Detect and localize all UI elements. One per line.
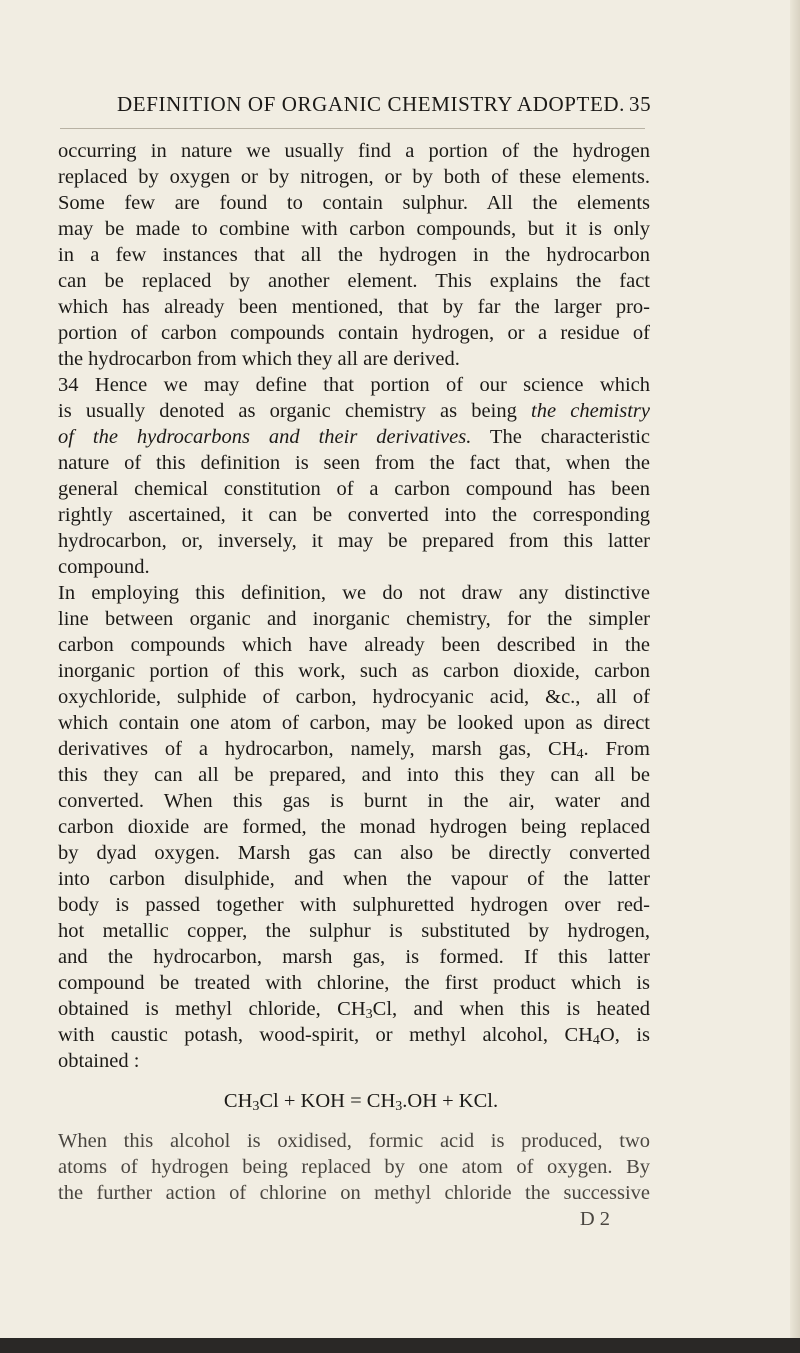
text-line: nature of this definition is seen from the fact that, when the [58, 452, 650, 474]
text-span: with caustic potash, wood-spirit, or methyl alcohol, CH [58, 1024, 593, 1046]
text-line: compound be treated with chlorine, the first product which is [58, 972, 650, 994]
text-line: and the hydrocarbon, marsh gas, is formed. If this latter [58, 946, 650, 968]
text-span: Cl, and when this is heated [372, 998, 651, 1020]
text-line [58, 996, 650, 1022]
text-span: derivatives of a hydrocarbon, namely, marsh gas, CH [58, 738, 577, 760]
text-line: body is passed together with sulphuretted hydrogen over red- [58, 894, 650, 916]
subscript: 4 [592, 1033, 600, 1048]
text-line: When this alcohol is oxidised, formic acid is produced, two [58, 1130, 650, 1152]
text-line: atoms of hydrogen being replaced by one atom of oxygen. By [58, 1156, 650, 1178]
text-line: the further action of chlorine on methyl chloride the successive [58, 1182, 650, 1204]
text-line: hot metallic copper, the sulphur is substituted by hydrogen, [58, 920, 650, 942]
eq-part: CH [223, 1090, 253, 1112]
text-line [58, 424, 650, 450]
text-line: compound. [58, 556, 150, 578]
eq-part: .OH + KCl. [402, 1090, 499, 1112]
text-line [58, 398, 650, 424]
text-line: into carbon disulphide, and when the vapour of the latter [58, 868, 650, 890]
paragraph-34-start: 34 Hence we may define that portion of our science which [58, 374, 650, 396]
text-span: is usually denoted as organic chemistry as being [58, 400, 517, 422]
text-line: portion of carbon compounds contain hydrogen, or a residue of [58, 322, 650, 344]
subscript: 3 [252, 1099, 260, 1114]
text-line: converted. When this gas is burnt in the air, water and [58, 790, 650, 812]
text-line: oxychloride, sulphide of carbon, hydrocyanic acid, &c., all of [58, 686, 650, 708]
text-line: which contain one atom of carbon, may be looked upon as direct [58, 712, 650, 734]
text-line: obtained : [58, 1050, 140, 1072]
text-line: replaced by oxygen or by nitrogen, or by both of these elements. [58, 166, 650, 188]
text-line: rightly ascertained, it can be converted into the corresponding [58, 504, 650, 526]
text-line: Some few are found to contain sulphur. All the elements [58, 192, 650, 214]
italic-span: the chemistry [531, 400, 650, 422]
text-span: obtained is methyl chloride, CH [58, 998, 366, 1020]
subscript: 3 [365, 1007, 373, 1022]
chemical-equation [58, 1088, 650, 1114]
text-line: the hydrocarbon from which they all are derived. [58, 348, 460, 370]
text-line: general chemical constitution of a carbon compound has been [58, 478, 650, 500]
text-line: this they can all be prepared, and into this they can all be [58, 764, 650, 786]
text-line: can be replaced by another element. This explains the fact [58, 270, 650, 292]
text-line: may be made to combine with carbon compounds, but it is only [58, 218, 650, 240]
text-line: occurring in nature we usually find a portion of the hydrogen [58, 140, 650, 162]
text-line: inorganic portion of this work, such as carbon dioxide, carbon [58, 660, 650, 682]
header-title: DEFINITION OF ORGANIC CHEMISTRY ADOPTED. [117, 92, 625, 116]
text-span: . From [583, 738, 650, 760]
text-span: O, is [599, 1024, 650, 1046]
subscript: 4 [576, 747, 584, 762]
text-line [58, 1022, 650, 1048]
page-number: 35 [629, 92, 652, 116]
signature-mark: D 2 [579, 1208, 610, 1230]
page-edge [790, 0, 800, 1353]
eq-part: Cl + KOH = CH [259, 1090, 396, 1112]
text-line: which has already been mentioned, that by far the larger pro- [58, 296, 650, 318]
text-line: carbon dioxide are formed, the monad hydrogen being replaced [58, 816, 650, 838]
text-span: The characteristic [489, 426, 650, 448]
italic-span: of the hydrocarbons and their derivatives. [58, 426, 472, 448]
text-line: In employing this definition, we do not draw any distinctive [58, 582, 650, 604]
scan-bottom-border [0, 1338, 800, 1353]
text-line: carbon compounds which have already been described in the [58, 634, 650, 656]
text-line [58, 736, 650, 762]
text-line: by dyad oxygen. Marsh gas can also be directly converted [58, 842, 650, 864]
text-line: in a few instances that all the hydrogen in the hydrocarbon [58, 244, 650, 266]
body-text [58, 138, 650, 1232]
text-line: line between organic and inorganic chemistry, for the simpler [58, 608, 650, 630]
text-line: hydrocarbon, or, inversely, it may be prepared from this latter [58, 530, 650, 552]
subscript: 3 [395, 1099, 403, 1114]
header-rule [60, 128, 645, 129]
